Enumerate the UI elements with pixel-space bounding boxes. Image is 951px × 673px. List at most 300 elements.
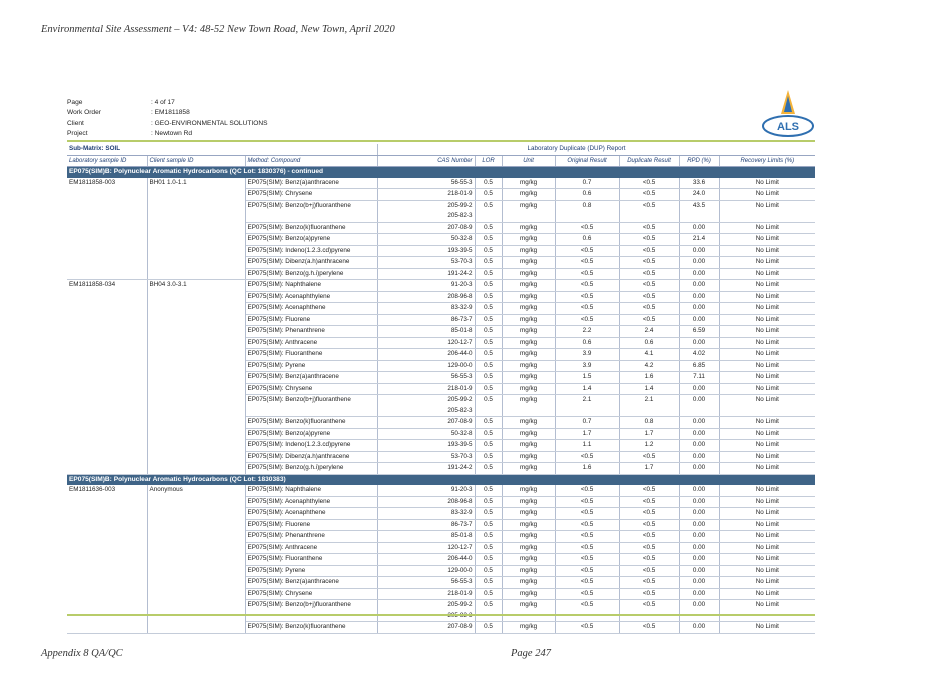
table-row	[67, 383, 815, 395]
table-cell: <0.5	[555, 314, 619, 326]
table-cell: 0.8	[555, 200, 619, 222]
table-cell	[67, 291, 147, 303]
table-cell: No Limit	[719, 314, 815, 326]
table-cell: mg/kg	[502, 519, 555, 531]
table-row	[67, 268, 815, 280]
table-cell: 205-99-2 205-82-3	[377, 200, 475, 222]
table-cell: 0.5	[475, 519, 502, 531]
table-row	[67, 245, 815, 257]
table-cell	[67, 326, 147, 338]
table-cell: 0.5	[475, 383, 502, 395]
table-cell: EP075(SIM): Indeno(1.2.3.cd)pyrene	[245, 245, 377, 257]
table-cell: <0.5	[619, 508, 679, 520]
table-cell: No Limit	[719, 383, 815, 395]
table-cell: mg/kg	[502, 451, 555, 463]
table-cell: No Limit	[719, 349, 815, 361]
table-cell: 0.5	[475, 542, 502, 554]
table-cell: 0.00	[679, 508, 719, 520]
table-cell	[147, 622, 245, 634]
table-cell: 0.5	[475, 257, 502, 269]
table-cell: 33.6	[679, 178, 719, 189]
table-cell: 0.5	[475, 349, 502, 361]
table-cell: No Limit	[719, 496, 815, 508]
table-cell	[147, 360, 245, 372]
table-cell: 0.00	[679, 280, 719, 292]
table-cell: 56-55-3	[377, 577, 475, 589]
table-cell: 0.00	[679, 245, 719, 257]
table-row	[67, 257, 815, 269]
table-cell: <0.5	[619, 554, 679, 566]
table-cell: 43.5	[679, 200, 719, 222]
table-cell	[147, 257, 245, 269]
table-cell: 207-08-9	[377, 622, 475, 634]
table-cell: <0.5	[555, 542, 619, 554]
table-cell: EP075(SIM): Acenaphthylene	[245, 496, 377, 508]
table-cell	[147, 200, 245, 222]
table-cell: 218-01-9	[377, 189, 475, 201]
table-cell: mg/kg	[502, 383, 555, 395]
table-cell: EP075(SIM): Dibenz(a.h)anthracene	[245, 451, 377, 463]
table-cell: mg/kg	[502, 280, 555, 292]
table-cell: mg/kg	[502, 428, 555, 440]
table-cell: <0.5	[619, 314, 679, 326]
table-cell: 0.7	[555, 417, 619, 429]
table-cell: <0.5	[555, 280, 619, 292]
table-cell: 1.5	[555, 372, 619, 384]
table-cell: <0.5	[555, 268, 619, 280]
table-cell: No Limit	[719, 451, 815, 463]
table-cell: 1.6	[619, 372, 679, 384]
table-cell: 86-73-7	[377, 314, 475, 326]
table-cell: 0.00	[679, 337, 719, 349]
table-cell: <0.5	[619, 542, 679, 554]
table-cell	[147, 383, 245, 395]
table-cell	[67, 395, 147, 417]
section-title: EP075(SIM)B: Polynuclear Aromatic Hydrocarbons (QC Lot: 1830376) - continued	[67, 167, 815, 178]
table-cell	[67, 600, 147, 622]
table-cell: 129-00-0	[377, 565, 475, 577]
table-cell	[67, 417, 147, 429]
table-cell: 0.00	[679, 395, 719, 417]
table-cell: No Limit	[719, 360, 815, 372]
table-cell: 6.59	[679, 326, 719, 338]
submatrix-label: Sub-Matrix: SOIL	[67, 144, 377, 155]
table-row	[67, 234, 815, 246]
table-cell: No Limit	[719, 372, 815, 384]
table-cell: EM1811858-034	[67, 280, 147, 292]
table-cell: 205-99-2 205-82-3	[377, 395, 475, 417]
table-cell: 91-20-3	[377, 485, 475, 496]
table-cell: <0.5	[555, 257, 619, 269]
table-cell: mg/kg	[502, 245, 555, 257]
table-cell: 1.7	[619, 463, 679, 475]
table-cell: 2.4	[619, 326, 679, 338]
table-cell: 0.5	[475, 496, 502, 508]
table-cell: 0.00	[679, 417, 719, 429]
table-cell: 7.11	[679, 372, 719, 384]
table-cell: <0.5	[619, 268, 679, 280]
table-cell: No Limit	[719, 622, 815, 634]
table-cell	[147, 451, 245, 463]
table-cell: <0.5	[555, 245, 619, 257]
table-row	[67, 622, 815, 634]
table-cell: 0.5	[475, 291, 502, 303]
table-cell: No Limit	[719, 485, 815, 496]
table-cell: No Limit	[719, 531, 815, 543]
table-cell	[147, 245, 245, 257]
table-cell	[147, 428, 245, 440]
table-cell: 50-32-8	[377, 428, 475, 440]
table-cell	[67, 200, 147, 222]
table-cell: No Limit	[719, 337, 815, 349]
table-cell: mg/kg	[502, 440, 555, 452]
table-cell: EP075(SIM): Benzo(b+j)fluoranthene	[245, 395, 377, 417]
table-cell: mg/kg	[502, 542, 555, 554]
table-cell: No Limit	[719, 565, 815, 577]
table-cell: 0.00	[679, 577, 719, 589]
table-cell	[67, 314, 147, 326]
table-cell: EP075(SIM): Fluoranthene	[245, 554, 377, 566]
table-row	[67, 314, 815, 326]
table-cell: mg/kg	[502, 531, 555, 543]
table-cell: 0.00	[679, 485, 719, 496]
table-cell: <0.5	[619, 622, 679, 634]
table-cell: 1.1	[555, 440, 619, 452]
table-row	[67, 508, 815, 520]
table-cell: <0.5	[555, 508, 619, 520]
table-cell: 1.7	[555, 428, 619, 440]
table-cell: EP075(SIM): Indeno(1.2.3.cd)pyrene	[245, 440, 377, 452]
table-cell: mg/kg	[502, 463, 555, 475]
column-header: Client sample ID	[147, 155, 245, 167]
table-cell: <0.5	[619, 245, 679, 257]
table-cell: 0.5	[475, 326, 502, 338]
table-cell: 129-00-0	[377, 360, 475, 372]
table-cell: 120-12-7	[377, 542, 475, 554]
section-header-row	[67, 167, 815, 178]
table-cell: mg/kg	[502, 303, 555, 315]
table-cell: 0.5	[475, 463, 502, 475]
logo-text: ALS	[777, 121, 799, 133]
table-cell: EP075(SIM): Dibenz(a.h)anthracene	[245, 257, 377, 269]
table-cell: BH01 1.0-1.1	[147, 178, 245, 189]
table-row	[67, 326, 815, 338]
meta-value: : EM1811858	[151, 109, 190, 117]
column-header: Laboratory sample ID	[67, 155, 147, 167]
table-row	[67, 360, 815, 372]
table-cell: 0.5	[475, 234, 502, 246]
table-cell: EP075(SIM): Chrysene	[245, 588, 377, 600]
table-cell: mg/kg	[502, 577, 555, 589]
table-cell: 0.5	[475, 440, 502, 452]
table-cell: 0.00	[679, 565, 719, 577]
meta-row	[67, 119, 268, 129]
table-cell	[147, 577, 245, 589]
table-cell: EP075(SIM): Benzo(g.h.i)perylene	[245, 268, 377, 280]
table-cell: mg/kg	[502, 360, 555, 372]
table-cell: No Limit	[719, 600, 815, 622]
report-meta	[67, 98, 268, 139]
table-row	[67, 395, 815, 417]
meta-value: : 4 of 17	[151, 99, 175, 106]
table-cell: mg/kg	[502, 234, 555, 246]
table-cell: 0.00	[679, 291, 719, 303]
table-cell: <0.5	[555, 485, 619, 496]
table-cell: 83-32-9	[377, 303, 475, 315]
table-cell: 56-55-3	[377, 372, 475, 384]
table-cell: <0.5	[555, 588, 619, 600]
table-row	[67, 565, 815, 577]
table-row	[67, 200, 815, 222]
table-cell: 0.00	[679, 531, 719, 543]
table-cell	[147, 349, 245, 361]
table-cell: 0.5	[475, 178, 502, 189]
table-cell	[67, 440, 147, 452]
table-row	[67, 577, 815, 589]
table-cell: <0.5	[555, 303, 619, 315]
table-cell	[67, 189, 147, 201]
table-cell: Anonymous	[147, 485, 245, 496]
table-cell	[147, 508, 245, 520]
table-cell: 2.2	[555, 326, 619, 338]
table-cell	[147, 565, 245, 577]
table-cell: 56-55-3	[377, 178, 475, 189]
table-cell: 0.8	[619, 417, 679, 429]
table-cell: 205-99-2	[377, 600, 475, 622]
table-cell: No Limit	[719, 178, 815, 189]
table-cell: 0.5	[475, 222, 502, 234]
table-cell: EP075(SIM): Chrysene	[245, 383, 377, 395]
table-row	[67, 600, 815, 622]
table-cell	[67, 577, 147, 589]
column-header: RPD (%)	[679, 155, 719, 167]
table-cell: 1.4	[619, 383, 679, 395]
table-cell	[67, 245, 147, 257]
table-cell: 0.00	[679, 588, 719, 600]
table-cell: EP075(SIM): Benzo(b+j)fluoranthene	[245, 200, 377, 222]
table-cell: <0.5	[555, 600, 619, 622]
table-cell: <0.5	[619, 291, 679, 303]
table-cell	[147, 531, 245, 543]
table-cell: 0.00	[679, 383, 719, 395]
meta-key: Project	[67, 129, 88, 137]
table-cell: <0.5	[555, 222, 619, 234]
table-cell: 0.00	[679, 451, 719, 463]
table-cell: 0.5	[475, 395, 502, 417]
table-cell: mg/kg	[502, 257, 555, 269]
table-cell: No Limit	[719, 245, 815, 257]
table-cell: EP075(SIM): Benzo(a)pyrene	[245, 234, 377, 246]
table-cell: mg/kg	[502, 349, 555, 361]
table-cell	[67, 372, 147, 384]
column-header: LOR	[475, 155, 502, 167]
table-row	[67, 189, 815, 201]
footer-page-number: Page 247	[511, 648, 551, 659]
table-row	[67, 222, 815, 234]
table-cell: 4.2	[619, 360, 679, 372]
table-row	[67, 372, 815, 384]
table-cell	[67, 360, 147, 372]
document-header: Environmental Site Assessment – V4: 48-52 New Town Road, New Town, April 2020	[41, 24, 395, 35]
table-cell: mg/kg	[502, 417, 555, 429]
table-cell: 1.2	[619, 440, 679, 452]
table-cell	[67, 303, 147, 315]
table-cell: mg/kg	[502, 222, 555, 234]
table-cell	[67, 496, 147, 508]
table-cell: mg/kg	[502, 314, 555, 326]
table-cell: EP075(SIM): Fluorene	[245, 519, 377, 531]
table-cell: No Limit	[719, 417, 815, 429]
table-cell: EP075(SIM): Pyrene	[245, 360, 377, 372]
table-row	[67, 303, 815, 315]
table-cell: 120-12-7	[377, 337, 475, 349]
table-row	[67, 496, 815, 508]
table-cell	[147, 303, 245, 315]
meta-row	[67, 108, 268, 118]
column-header: CAS Number	[377, 155, 475, 167]
table-cell: 0.00	[679, 303, 719, 315]
table-cell	[67, 542, 147, 554]
table-cell: 24.0	[679, 189, 719, 201]
table-cell: EP075(SIM): Benz(a)anthracene	[245, 577, 377, 589]
report-title: Laboratory Duplicate (DUP) Report	[377, 144, 815, 155]
table-cell: No Limit	[719, 280, 815, 292]
table-cell: 0.00	[679, 268, 719, 280]
table-cell: No Limit	[719, 257, 815, 269]
table-cell: EP075(SIM): Naphthalene	[245, 280, 377, 292]
table-cell: 0.00	[679, 554, 719, 566]
table-cell: EP075(SIM): Chrysene	[245, 189, 377, 201]
column-header-row	[67, 155, 815, 167]
table-cell: 0.00	[679, 519, 719, 531]
table-cell: mg/kg	[502, 189, 555, 201]
table-cell: No Limit	[719, 189, 815, 201]
table-cell: 0.00	[679, 257, 719, 269]
table-cell: 0.5	[475, 451, 502, 463]
table-cell: No Limit	[719, 395, 815, 417]
table-cell: mg/kg	[502, 554, 555, 566]
table-cell: 0.5	[475, 189, 502, 201]
table-cell: 0.5	[475, 417, 502, 429]
table-cell: 218-01-9	[377, 588, 475, 600]
table-cell: 86-73-7	[377, 519, 475, 531]
meta-value: : GEO-ENVIRONMENTAL SOLUTIONS	[151, 119, 268, 127]
table-row	[67, 291, 815, 303]
table-cell	[67, 349, 147, 361]
table-cell	[67, 531, 147, 543]
table-cell: 218-01-9	[377, 383, 475, 395]
table-cell: mg/kg	[502, 496, 555, 508]
table-cell: <0.5	[555, 531, 619, 543]
table-cell: No Limit	[719, 519, 815, 531]
footer-rule	[67, 614, 815, 616]
table-cell: <0.5	[555, 565, 619, 577]
table-row	[67, 417, 815, 429]
table-cell: EM1811858-003	[67, 178, 147, 189]
table-cell	[147, 372, 245, 384]
table-cell: 0.5	[475, 280, 502, 292]
table-cell: 0.5	[475, 531, 502, 543]
table-cell: 0.6	[619, 337, 679, 349]
table-cell	[67, 519, 147, 531]
table-cell: 0.00	[679, 622, 719, 634]
table-cell: <0.5	[619, 600, 679, 622]
table-cell: <0.5	[555, 622, 619, 634]
table-cell: <0.5	[619, 451, 679, 463]
footer-appendix: Appendix 8 QA/QC	[41, 648, 123, 659]
column-header: Original Result	[555, 155, 619, 167]
table-cell: 208-96-8	[377, 291, 475, 303]
table-cell: 0.00	[679, 600, 719, 622]
table-cell	[147, 189, 245, 201]
table-cell: mg/kg	[502, 485, 555, 496]
table-header-row	[67, 144, 815, 155]
table-cell: 1.6	[555, 463, 619, 475]
meta-row	[67, 98, 268, 108]
table-cell	[67, 565, 147, 577]
column-header: Method: Compound	[245, 155, 377, 167]
table-cell	[147, 588, 245, 600]
table-cell	[67, 337, 147, 349]
table-cell: 0.7	[555, 178, 619, 189]
table-cell: 0.00	[679, 463, 719, 475]
table-cell: <0.5	[619, 485, 679, 496]
table-cell: 0.5	[475, 337, 502, 349]
table-cell: EP075(SIM): Benzo(g.h.i)perylene	[245, 463, 377, 475]
table-cell: 1.4	[555, 383, 619, 395]
table-cell: 85-01-8	[377, 326, 475, 338]
table-cell: EP075(SIM): Fluoranthene	[245, 349, 377, 361]
table-cell: No Limit	[719, 268, 815, 280]
table-row	[67, 280, 815, 292]
table-cell	[147, 337, 245, 349]
table-cell: 4.1	[619, 349, 679, 361]
table-cell: 191-24-2	[377, 268, 475, 280]
table-cell: 193-39-5	[377, 245, 475, 257]
table-cell: <0.5	[619, 303, 679, 315]
table-row	[67, 519, 815, 531]
table-cell: 53-70-3	[377, 257, 475, 269]
table-row	[67, 588, 815, 600]
table-cell: <0.5	[619, 234, 679, 246]
table-cell: <0.5	[619, 178, 679, 189]
table-cell: No Limit	[719, 326, 815, 338]
table-cell: 0.6	[555, 234, 619, 246]
table-cell: mg/kg	[502, 200, 555, 222]
table-cell: 193-39-5	[377, 440, 475, 452]
table-cell: mg/kg	[502, 600, 555, 622]
table-cell: 207-08-9	[377, 417, 475, 429]
table-cell: <0.5	[619, 577, 679, 589]
column-header: Unit	[502, 155, 555, 167]
table-cell: 0.00	[679, 314, 719, 326]
table-cell: 85-01-8	[377, 531, 475, 543]
table-cell: mg/kg	[502, 588, 555, 600]
table-cell: EP075(SIM): Benzo(b+j)fluoranthene	[245, 600, 377, 622]
table-cell: No Limit	[719, 303, 815, 315]
table-cell	[67, 428, 147, 440]
table-cell: 1.7	[619, 428, 679, 440]
table-cell: EP075(SIM): Acenaphthene	[245, 508, 377, 520]
table-cell: 0.5	[475, 577, 502, 589]
table-cell: 3.9	[555, 360, 619, 372]
table-cell: <0.5	[619, 280, 679, 292]
table-cell: 0.6	[555, 337, 619, 349]
table-cell: 0.5	[475, 622, 502, 634]
table-cell	[147, 395, 245, 417]
table-cell	[147, 440, 245, 452]
table-cell: mg/kg	[502, 337, 555, 349]
